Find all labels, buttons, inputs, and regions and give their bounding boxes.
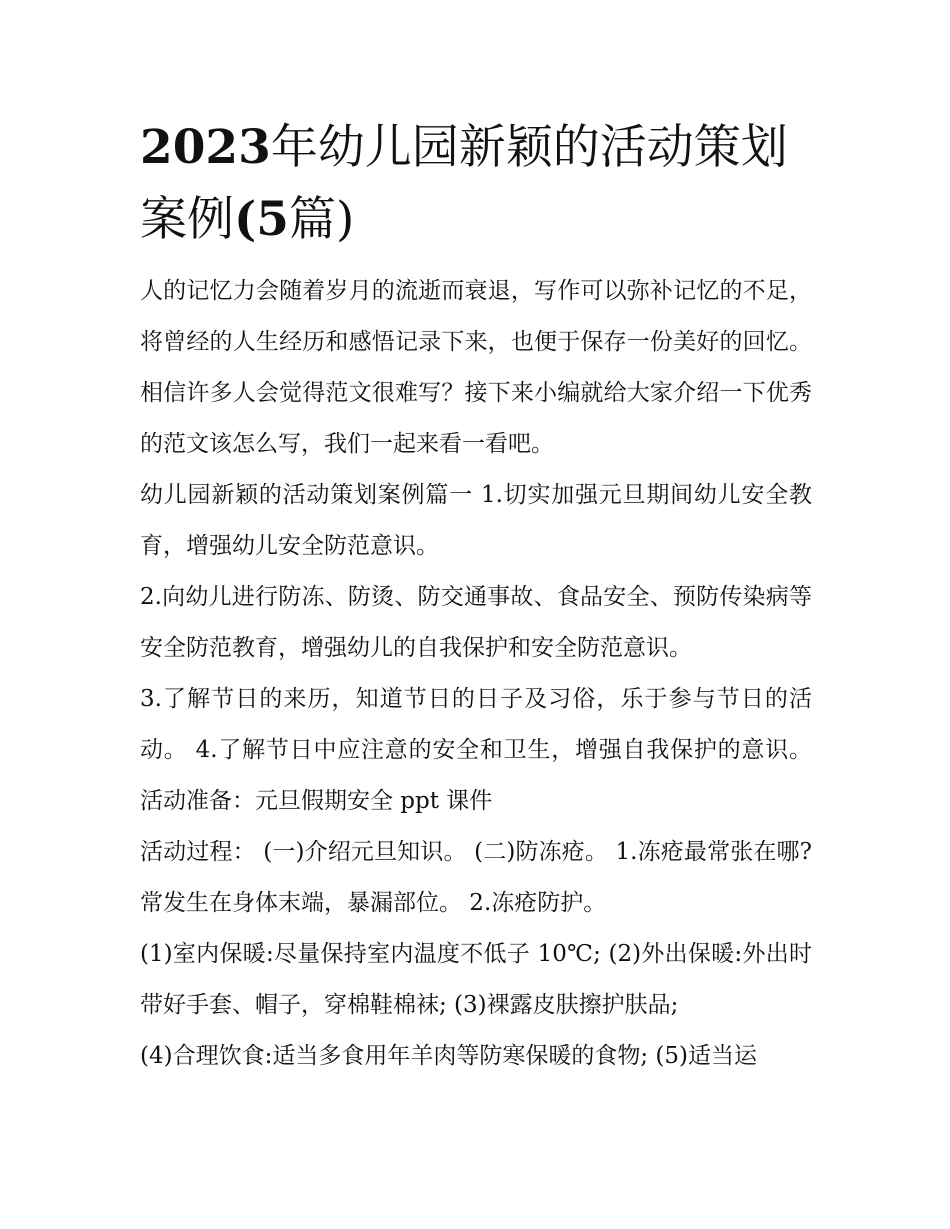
title-suffix: 篇) — [288, 192, 355, 247]
paragraph-process: 活动过程： (一)介绍元旦知识。 (二)防冻疮。 1.冻疮最常张在哪?常发生在身体末端，暴漏部位。 2.冻疮防护。 — [140, 839, 812, 916]
title-year: 2023 — [140, 120, 271, 175]
paragraph-intro: 人的记忆力会随着岁月的流逝而衰退，写作可以弥补记忆的不足，将曾经的人生经历和感悟记录下来，也便于保存一份美好的回忆。相信许多人会觉得范文很难写？接下来小编就给大家介绍一下优秀的范文该怎么写，我们一起来看一看吧。 — [140, 278, 812, 457]
document-body — [140, 266, 812, 1082]
document-page — [140, 112, 812, 1082]
title-count: (5 — [234, 192, 289, 247]
paragraph-goal-3-4: 3.了解节日的来历，知道节日的日子及习俗，乐于参与节日的活动。 4.了解节日中应注意的安全和卫生，增强自我保护的意识。 活动准备：元旦假期安全 ppt 课件 — [140, 686, 812, 814]
paragraph-goal-2: 2.向幼儿进行防冻、防烫、防交通事故、食品安全、预防传染病等安全防范教育，增强幼儿的自我保护和安全防范意识。 — [140, 584, 812, 661]
paragraph-protection-2: (4)合理饮食:适当多食用年羊肉等防寒保暖的食物; (5)适当运 — [140, 1043, 757, 1069]
title-text: 年幼儿园新颖的活动策划案例 — [140, 120, 788, 247]
paragraph-protection-1: (1)室内保暖:尽量保持室内温度不低子 10℃; (2)外出保暖:外出时带好手套、帽子，穿棉鞋棉袜; (3)裸露皮肤擦护肤品; — [140, 941, 812, 1018]
paragraph-goal-1: 幼儿园新颖的活动策划案例篇一 1.切实加强元旦期间幼儿安全教育，增强幼儿安全防范意识。 — [140, 482, 812, 559]
document-title — [140, 112, 812, 256]
